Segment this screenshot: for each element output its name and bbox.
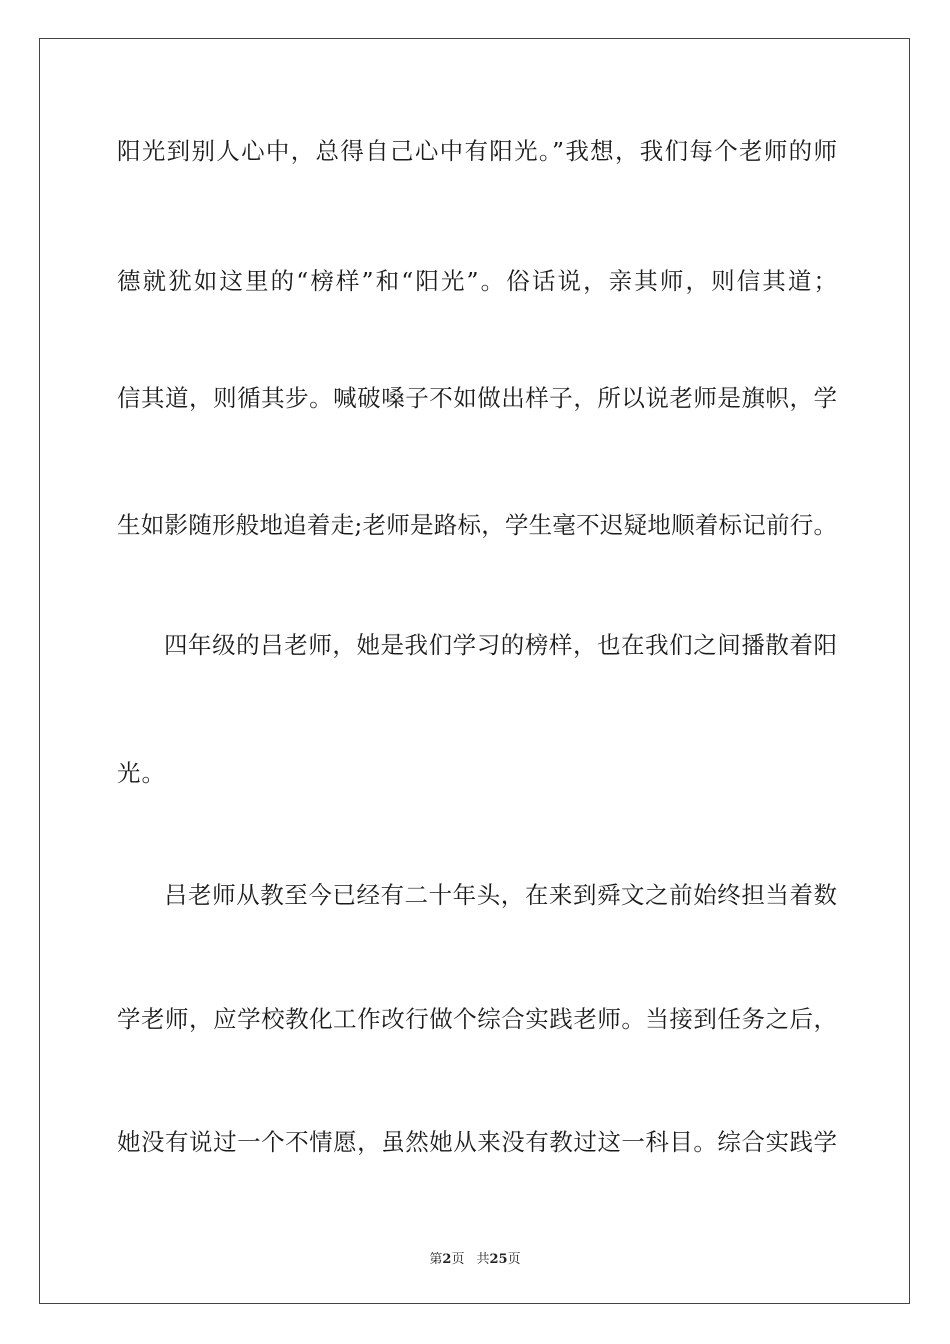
paragraph-line-8: 学老师，应学校教化工作改行做个综合实践老师。当接到任务之后，	[117, 1005, 837, 1033]
paragraph-line-7: 吕老师从教至今已经有二十年头，在来到舜文之前始终担当着数	[164, 881, 837, 909]
footer-page-prefix: 第	[429, 1252, 443, 1267]
paragraph-line-5: 四年级的吕老师，她是我们学习的榜样，也在我们之间播散着阳	[164, 631, 837, 659]
page-footer	[0, 1248, 950, 1267]
footer-total-pages: 25	[489, 1252, 508, 1267]
paragraph-line-4: 生如影随形般地追着走;老师是路标，学生毫不迟疑地顺着标记前行。	[117, 511, 837, 539]
paragraph-line-6: 光。	[117, 759, 166, 787]
footer-total-prefix: 共	[476, 1252, 490, 1267]
paragraph-line-2: 德就犹如这里的“榜样”和“阳光”。俗话说，亲其师，则信其道；	[117, 267, 837, 295]
paragraph-line-3: 信其道，则循其步。喊破嗓子不如做出样子，所以说老师是旗帜，学	[117, 384, 837, 412]
paragraph-line-1: 阳光到别人心中，总得自己心中有阳光。”我想，我们每个老师的师	[117, 137, 837, 165]
page-border	[39, 38, 910, 1304]
footer-page-number: 2	[442, 1252, 452, 1267]
footer-total-suffix: 页	[507, 1252, 521, 1267]
paragraph-line-9: 她没有说过一个不情愿，虽然她从来没有教过这一科目。综合实践学	[117, 1128, 837, 1156]
footer-page-suffix: 页	[451, 1252, 465, 1267]
